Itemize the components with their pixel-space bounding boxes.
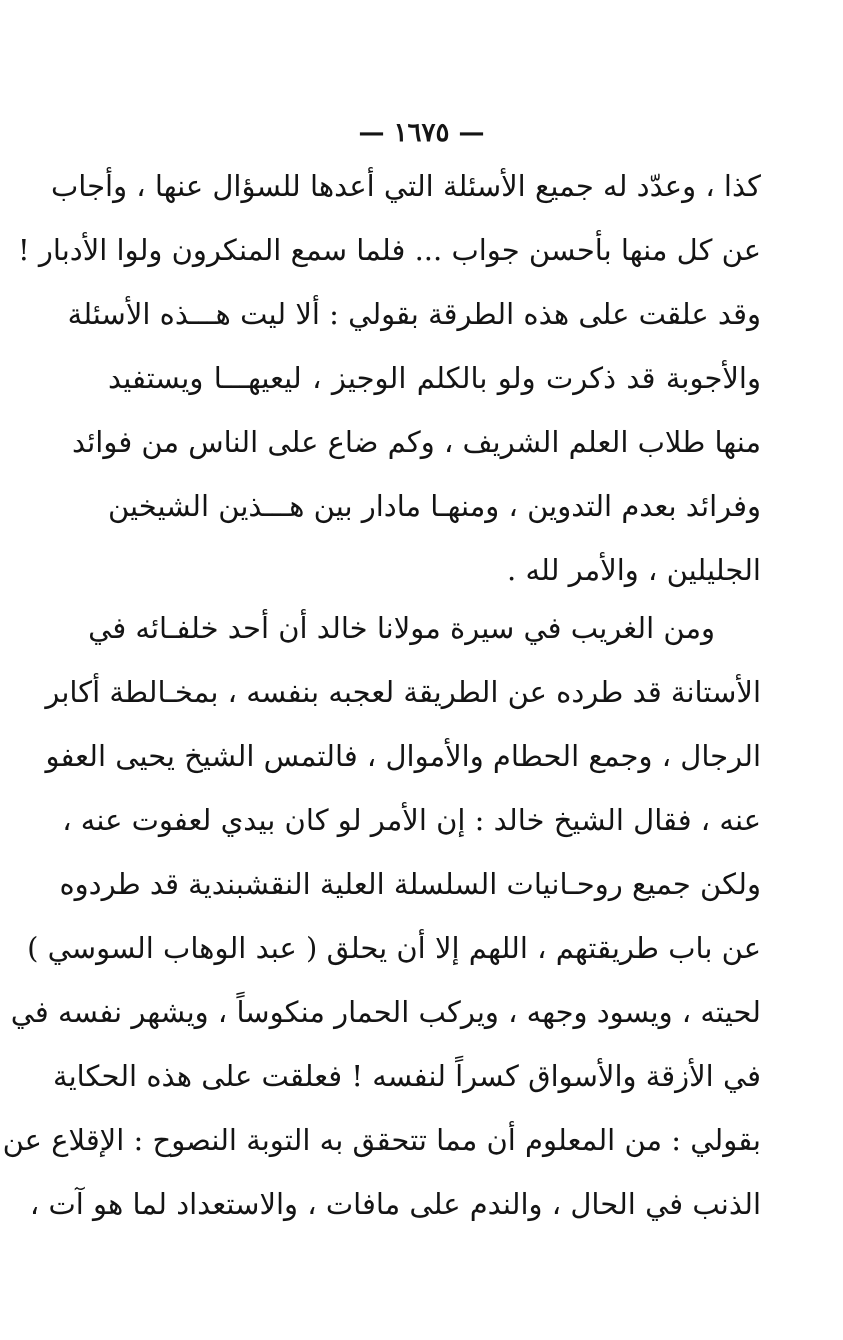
text-line: لحيته ، ويسود وجهه ، ويركب الحمار منكوساً ، ويشهر نفسه في (10, 995, 761, 1029)
text-line: منها طلاب العلم الشريف ، وكم ضاع على الناس من فوائد (72, 425, 761, 459)
text-line: بقولي : من المعلوم أن مما تتحقق به التوبة النصوح : الإقلاع عن (2, 1123, 761, 1157)
text-line: الأستانة قد طرده عن الطريقة لعجبه بنفسه ، بمخـالطة أكابر (45, 675, 761, 709)
text-line: والأجوبة قد ذكرت ولو بالكلم الوجيز ، ليعيهـــا ويستفيد (108, 361, 761, 395)
paragraph-2 (2, 596, 761, 1236)
text-line: عن باب طريقتهم ، اللهم إلا أن يحلق ( عبد الوهاب السوسي ) (27, 931, 761, 965)
text-line: كذا ، وعدّد له جميع الأسئلة التي أعدها للسؤال عنها ، وأجاب (50, 169, 761, 203)
text-line: في الأزقة والأسواق كسراً لنفسه ! فعلقت على هذه الحكاية (53, 1059, 761, 1093)
text-line: الرجال ، وجمع الحطام والأموال ، فالتمس الشيخ يحيى العفو (45, 739, 761, 773)
page-number: — ١٦٧٥ — (358, 118, 485, 148)
paragraph-1 (18, 154, 761, 602)
text-line: الجليلين ، والأمر لله . (507, 553, 761, 587)
text-line: ولكن جميع روحـانيات السلسلة العلية النقشبندية قد طردوه (59, 867, 761, 901)
text-line: الذنب في الحال ، والندم على مافات ، والاستعداد لما هو آت ، (29, 1187, 761, 1221)
text-line: وقد علقت على هذه الطرقة بقولي : ألا ليت هـــذه الأسئلة (67, 297, 761, 331)
text-line: وفرائد بعدم التدوين ، ومنهـا مادار بين هـــذين الشيخين (107, 489, 761, 523)
text-line: عن كل منها بأحسن جواب ... فلما سمع المنكرون ولوا الأدبار ! (18, 233, 761, 267)
text-line: ومن الغريب في سيرة مولانا خالد أن أحد خلفـائه في (88, 611, 715, 645)
text-line: عنه ، فقال الشيخ خالد : إن الأمر لو كان بيدي لعفوت عنه ، (62, 803, 761, 837)
